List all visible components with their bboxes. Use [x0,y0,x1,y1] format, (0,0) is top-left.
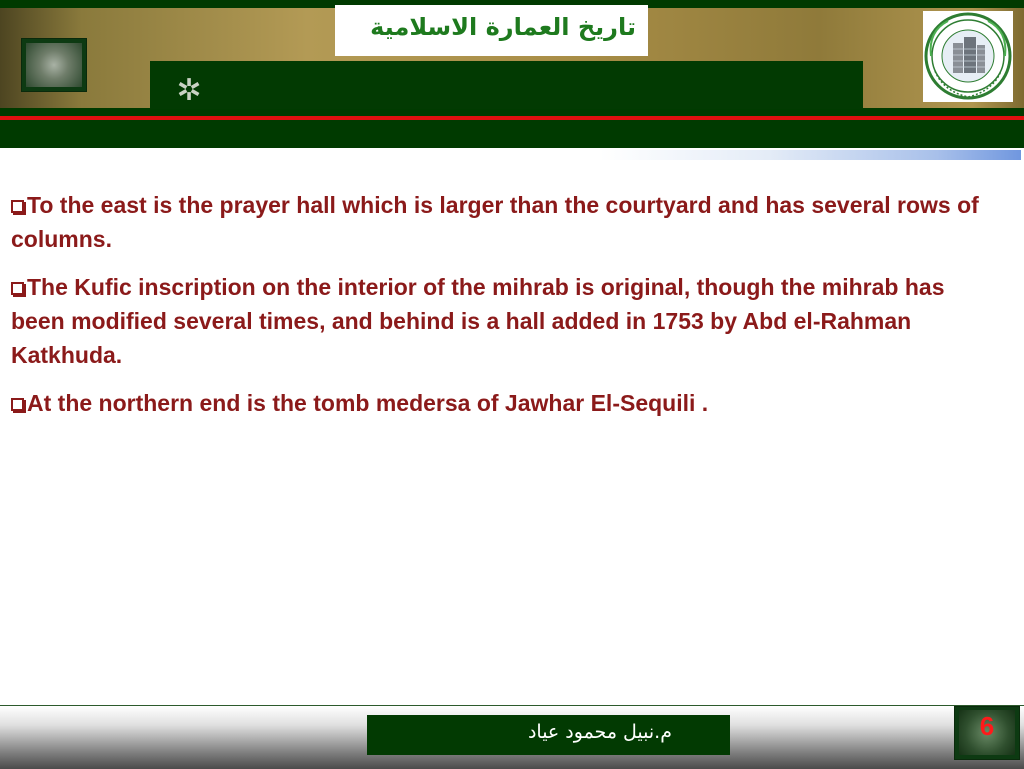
checkbox-square-icon [11,398,24,411]
bullet-text: To the east is the prayer hall which is larger than the courtyard and has several rows of columns. [11,192,979,252]
author-name: م.نبيل محمود عياد [527,721,672,743]
header-dark-strip [150,61,863,109]
nav-square-icon[interactable] [21,38,87,92]
bullet-item [11,270,986,372]
author-box [367,715,730,755]
title-box [335,5,648,56]
bullet-text: The Kufic inscription on the interior of the mihrab is original, though the mihrab has been modified several times, and behind is a hall added in 1753 by Abd el-Rahman Katkhuda. [11,274,945,368]
content-divider-gradient [600,150,1021,160]
bullet-text: At the northern end is the tomb medersa of Jawhar El-Sequili . [27,390,709,416]
header-red-line [0,116,1024,120]
asterisk-icon: ✲ [176,73,202,108]
page-number: 6 [979,711,995,741]
slide-title: تاريخ العمارة الاسلامية [370,13,636,41]
university-logo [923,11,1013,102]
university-seal-icon [923,11,1013,102]
checkbox-square-icon [11,200,24,213]
bullet-item [11,386,986,420]
checkbox-square-icon [11,282,24,295]
nav-square-face [26,43,82,87]
bullet-item [11,188,986,256]
page-number-box[interactable] [954,706,1020,760]
slide-content [11,188,986,434]
